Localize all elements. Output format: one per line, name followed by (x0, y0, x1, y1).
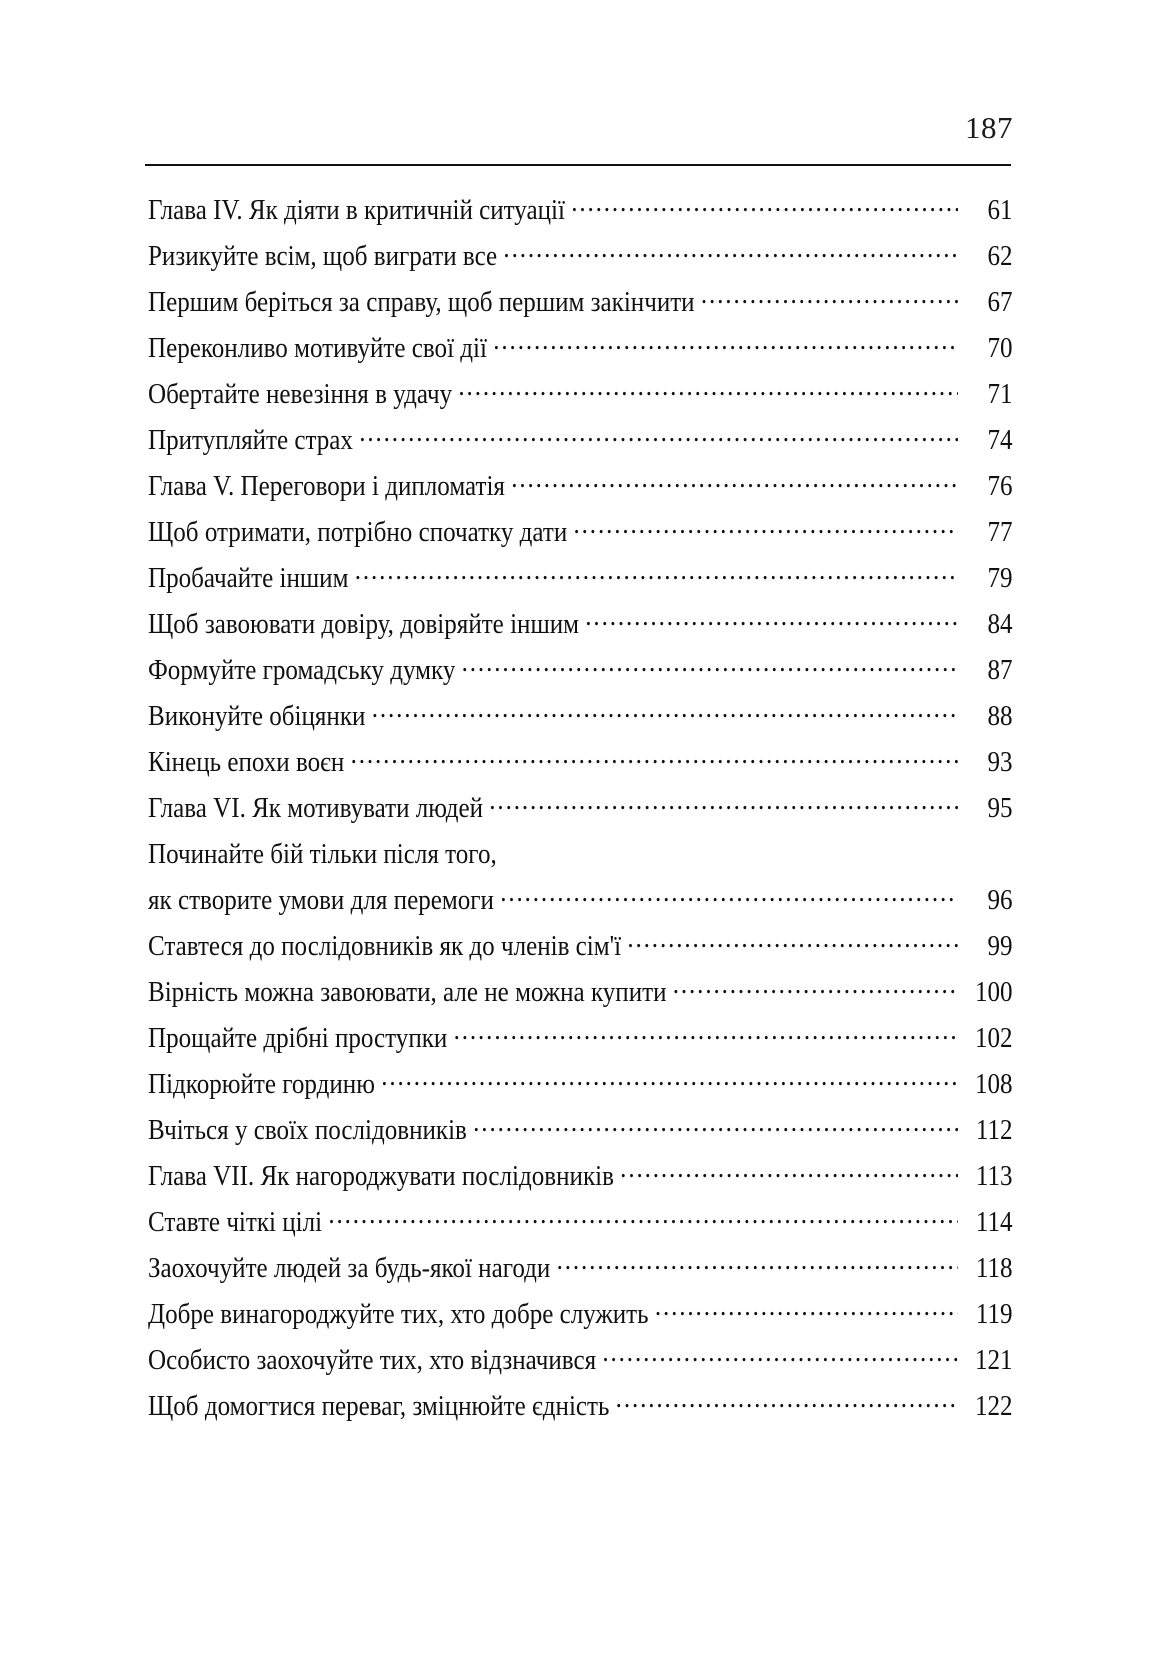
toc-dot-leader (500, 881, 958, 909)
toc-dot-leader (489, 789, 958, 817)
toc-entry-title: Вчіться у своїх послідовників (148, 1115, 467, 1146)
running-header (145, 112, 1013, 143)
toc-dot-leader (473, 1111, 958, 1139)
toc-entry-title: Вірність можна завоювати, але не можна купити (148, 977, 667, 1008)
toc-entry[interactable] (148, 467, 1013, 513)
toc-entry-page-number: 62 (987, 241, 1013, 272)
toc-entry-page-number: 88 (987, 701, 1013, 732)
toc-entry[interactable] (148, 743, 1013, 789)
toc-entry-page-number: 74 (987, 425, 1013, 456)
toc-entry[interactable] (148, 1157, 1013, 1203)
toc-entry-title: Притупляйте страх (148, 425, 353, 456)
toc-entry[interactable] (148, 1019, 1013, 1065)
toc-dot-leader (328, 1203, 958, 1231)
toc-entry-title: Обертайте невезіння в удачу (148, 379, 453, 410)
toc-entry-title: Ризикуйте всім, щоб виграти все (148, 241, 498, 272)
toc-entry[interactable] (148, 927, 1013, 973)
toc-entry-title: Першим беріться за справу, щоб першим закінчити (148, 287, 695, 318)
toc-entry-page-number: 113 (975, 1161, 1013, 1192)
toc-entry[interactable] (148, 1065, 1013, 1111)
toc-entry[interactable] (148, 559, 1013, 605)
toc-entry-page-number: 122 (974, 1391, 1013, 1422)
toc-entry-title: Глава V. Переговори і дипломатія (148, 471, 505, 502)
toc-entry-page-number: 67 (987, 287, 1013, 318)
toc-entry-page-number: 76 (987, 471, 1013, 502)
toc-entry-title: Кінець епохи воєн (148, 747, 345, 778)
toc-entry-title: Виконуйте обіцянки (148, 701, 366, 732)
table-of-contents (148, 191, 1013, 1433)
toc-entry-page-number: 99 (987, 931, 1013, 962)
toc-entry[interactable] (148, 375, 1013, 421)
toc-dot-leader (381, 1065, 958, 1093)
toc-entry-title: Ставте чіткі цілі (148, 1207, 323, 1238)
toc-entry[interactable] (148, 789, 1013, 835)
toc-entry-page-number: 79 (987, 563, 1013, 594)
toc-entry-page-number: 93 (987, 747, 1013, 778)
toc-entry-title: Формуйте громадську думку (148, 655, 456, 686)
toc-entry[interactable] (148, 513, 1013, 559)
toc-entry-title: Ставтеся до послідовників як до членів сім'ї (148, 931, 622, 962)
toc-entry-title: Особисто заохочуйте тих, хто відзначився (148, 1345, 597, 1376)
toc-entry[interactable] (148, 329, 1013, 375)
toc-entry[interactable] (148, 421, 1013, 467)
toc-entry[interactable] (148, 1387, 1013, 1433)
toc-entry-page-number: 70 (987, 333, 1013, 364)
toc-dot-leader (458, 375, 958, 403)
header-divider-rule (145, 164, 1011, 166)
toc-entry[interactable] (148, 1295, 1013, 1341)
toc-entry[interactable] (148, 651, 1013, 697)
toc-entry-title: Підкорюйте гординю (148, 1069, 375, 1100)
toc-dot-leader (355, 559, 958, 587)
toc-dot-leader (493, 329, 958, 357)
toc-entry-title: Прощайте дрібні проступки (148, 1023, 448, 1054)
toc-entry[interactable] (148, 697, 1013, 743)
toc-entry[interactable] (148, 881, 1013, 927)
toc-dot-leader (571, 191, 958, 219)
toc-dot-leader (620, 1157, 958, 1185)
toc-dot-leader (454, 1019, 958, 1047)
toc-entry[interactable] (148, 835, 1013, 881)
toc-entry-page-number: 100 (974, 977, 1013, 1008)
toc-entry-title: Щоб отримати, потрібно спочатку дати (148, 517, 568, 548)
toc-entry[interactable] (148, 605, 1013, 651)
toc-entry-page-number: 77 (987, 517, 1013, 548)
toc-entry-page-number: 119 (975, 1299, 1013, 1330)
toc-entry[interactable] (148, 1203, 1013, 1249)
toc-entry[interactable] (148, 973, 1013, 1019)
toc-entry-title: Глава VI. Як мотивувати людей (148, 793, 484, 824)
toc-entry[interactable] (148, 237, 1013, 283)
toc-entry[interactable] (148, 283, 1013, 329)
toc-entry[interactable] (148, 1341, 1013, 1387)
toc-entry-title: Добре винагороджуйте тих, хто добре служить (148, 1299, 649, 1330)
toc-dot-leader (616, 1387, 958, 1415)
toc-dot-leader (585, 605, 958, 633)
toc-entry-page-number: 118 (975, 1253, 1013, 1284)
toc-entry-title: Щоб домогтися переваг, зміцнюйте єдність (148, 1391, 610, 1422)
toc-dot-leader (359, 421, 958, 449)
toc-entry-title: Глава VII. Як нагороджувати послідовників (148, 1161, 614, 1192)
toc-entry-title: Пробачайте іншим (148, 563, 349, 594)
toc-entry-title: як створите умови для перемоги (148, 885, 494, 916)
page-number-folio: 187 (965, 110, 1013, 145)
toc-dot-leader (503, 237, 958, 265)
toc-entry-page-number: 114 (975, 1207, 1013, 1238)
toc-entry-page-number: 112 (975, 1115, 1013, 1146)
toc-dot-leader (627, 927, 958, 955)
toc-dot-leader (372, 697, 958, 725)
toc-entry-page-number: 102 (974, 1023, 1013, 1054)
toc-entry-title: Переконливо мотивуйте свої дії (148, 333, 487, 364)
toc-dot-leader (511, 467, 958, 495)
toc-dot-leader (673, 973, 958, 1001)
toc-entry-title: Щоб завоювати довіру, довіряйте іншим (148, 609, 580, 640)
toc-entry-page-number: 95 (987, 793, 1013, 824)
toc-entry-page-number: 71 (987, 379, 1013, 410)
toc-dot-leader (462, 651, 958, 679)
toc-dot-leader (655, 1295, 958, 1323)
toc-entry-page-number: 61 (987, 195, 1013, 226)
toc-entry-page-number: 87 (987, 655, 1013, 686)
toc-entry-page-number: 121 (974, 1345, 1013, 1376)
toc-dot-leader (557, 1249, 958, 1277)
toc-entry-title: Глава IV. Як діяти в критичній ситуації (148, 195, 565, 226)
toc-entry-title: Починайте бій тільки після того, (148, 839, 497, 870)
toc-entry-page-number: 84 (987, 609, 1013, 640)
toc-entry[interactable] (148, 1249, 1013, 1295)
toc-dot-leader (701, 283, 958, 311)
toc-dot-leader (574, 513, 958, 541)
toc-entry-title: Заохочуйте людей за будь-якої нагоди (148, 1253, 551, 1284)
toc-entry-page-number: 96 (987, 885, 1013, 916)
toc-entry[interactable] (148, 1111, 1013, 1157)
toc-entry-page-number: 108 (974, 1069, 1013, 1100)
toc-dot-leader (602, 1341, 958, 1369)
toc-dot-leader (351, 743, 958, 771)
toc-entry[interactable] (148, 191, 1013, 237)
